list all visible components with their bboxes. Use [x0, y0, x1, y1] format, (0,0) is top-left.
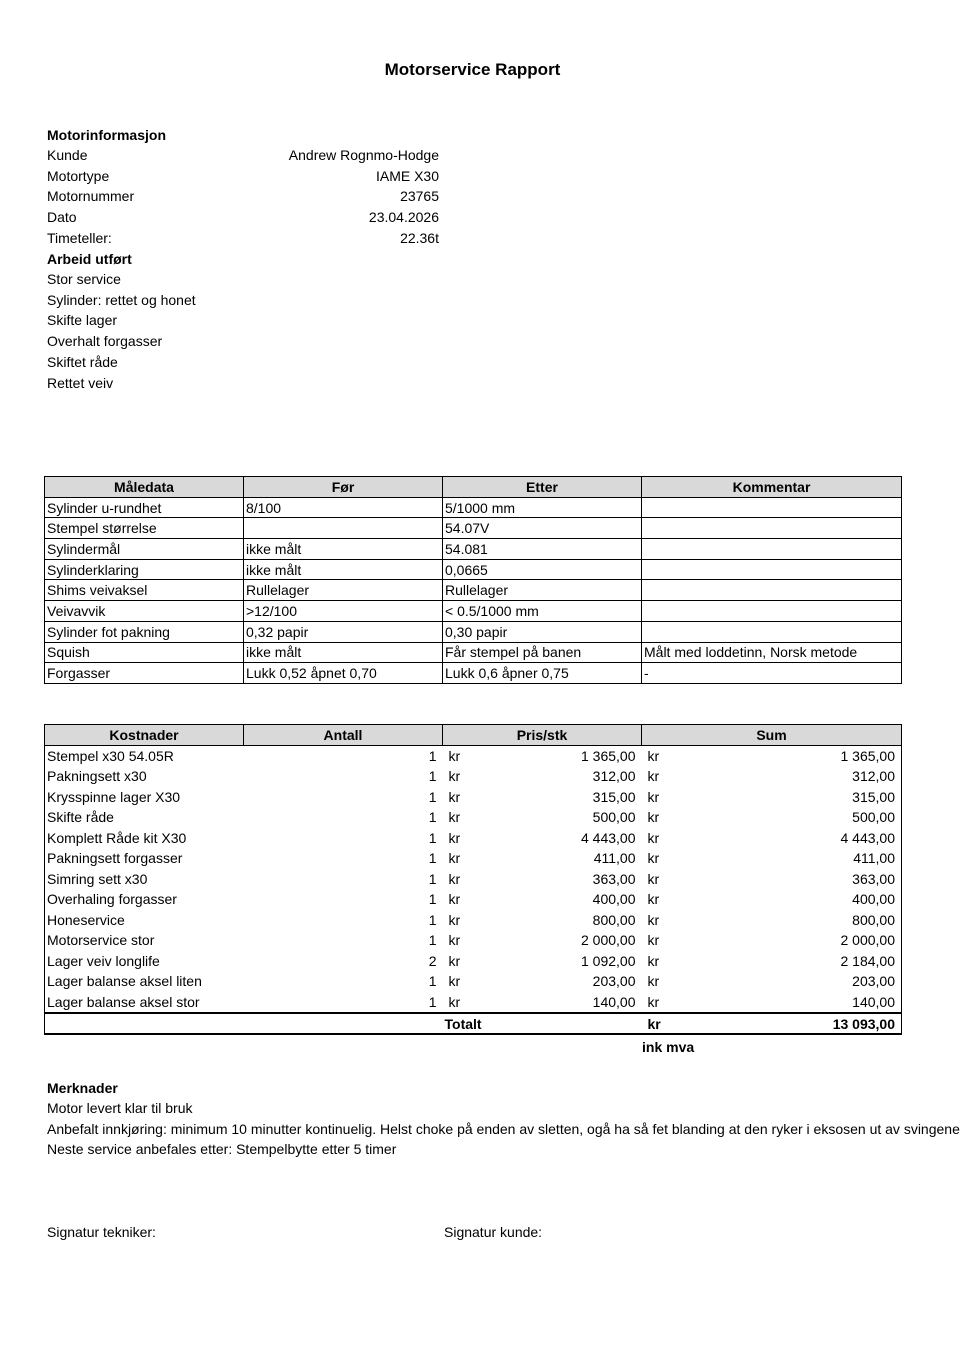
cost-quantity: 1 — [428, 850, 437, 867]
cost-price-currency: kr — [448, 891, 461, 908]
cost-sum-currency: kr — [647, 870, 660, 887]
cost-quantity: 1 — [428, 911, 437, 928]
measurement-cell: 54.081 — [443, 539, 642, 560]
technician-signature-label: Signatur tekniker: — [47, 1224, 156, 1240]
total-value: 13 093,00 — [682, 1013, 902, 1034]
cost-row — [45, 951, 902, 972]
measurement-header: Måledata — [45, 477, 244, 498]
measurement-cell — [244, 518, 443, 539]
measurement-cell: >12/100 — [244, 601, 443, 622]
cost-quantity: 1 — [428, 768, 437, 785]
cost-row — [45, 787, 902, 808]
motor-info-label: Timeteller: — [47, 229, 112, 246]
measurement-row — [45, 559, 902, 580]
measurement-cell — [642, 539, 902, 560]
work-item: Sylinder: rettet og honet — [47, 291, 196, 308]
measurement-cell: Rullelager — [244, 580, 443, 601]
cost-sum: 4 443,00 — [682, 828, 902, 849]
measurement-cell — [642, 497, 902, 518]
cost-quantity: 1 — [428, 829, 437, 846]
measurement-cell: 8/100 — [244, 497, 443, 518]
measurement-cell — [642, 518, 902, 539]
measurement-row — [45, 497, 902, 518]
work-item: Overhalt forgasser — [47, 333, 163, 350]
cost-sum-currency: kr — [647, 788, 660, 805]
cost-price-currency: kr — [448, 932, 461, 949]
cost-item: Overhaling forgasser — [45, 889, 244, 910]
cost-row — [45, 766, 902, 787]
work-item: Skifte lager — [47, 312, 118, 329]
cost-item: Stempel x30 54.05R — [45, 745, 244, 766]
cost-price: 315,00 — [592, 788, 636, 805]
measurement-header-row — [45, 477, 902, 498]
cost-header: Pris/stk — [443, 725, 642, 746]
vat-note: ink mva — [642, 1039, 695, 1055]
measurement-header: Kommentar — [642, 477, 902, 498]
measurement-cell: Stempel størrelse — [45, 518, 244, 539]
motor-info-value: Andrew Rognmo-Hodge — [288, 147, 439, 163]
measurement-cell: 5/1000 mm — [443, 497, 642, 518]
cost-sum-currency: kr — [647, 768, 660, 785]
cost-price-currency: kr — [448, 911, 461, 928]
cost-item: Lager balanse aksel liten — [45, 971, 244, 992]
cost-price: 140,00 — [592, 993, 636, 1010]
cost-row — [45, 828, 902, 849]
cost-sum: 800,00 — [682, 910, 902, 931]
notes-heading: Merknader — [47, 1080, 118, 1096]
cost-price-currency: kr — [448, 788, 461, 805]
total-row — [45, 1013, 902, 1034]
cost-sum-currency: kr — [647, 809, 660, 826]
cost-row — [45, 807, 902, 828]
measurement-cell: 0,32 papir — [244, 621, 443, 642]
cost-price: 1 365,00 — [581, 747, 636, 764]
cost-sum: 400,00 — [682, 889, 902, 910]
measurement-row — [45, 580, 902, 601]
measurement-cell: Veivavvik — [45, 601, 244, 622]
motor-info-value: 23765 — [400, 188, 439, 205]
cost-item: Pakningsett forgasser — [45, 848, 244, 869]
cost-price: 411,00 — [593, 850, 636, 867]
measurement-cell: 0,0665 — [443, 559, 642, 580]
cost-sum: 363,00 — [682, 869, 902, 890]
cost-price: 1 092,00 — [581, 952, 636, 969]
motor-info-value: 22.36t — [400, 229, 439, 246]
motor-info-label: Dato — [47, 209, 77, 226]
measurement-cell: Forgasser — [45, 663, 244, 684]
measurement-cell: 54.07V — [443, 518, 642, 539]
cost-price: 500,00 — [592, 809, 636, 826]
cost-price-currency: kr — [448, 809, 461, 826]
cost-row — [45, 889, 902, 910]
measurement-cell: Sylinder fot pakning — [45, 621, 244, 642]
cost-row — [45, 930, 902, 951]
motor-info-row — [47, 147, 439, 167]
cost-header-row — [45, 725, 902, 746]
cost-quantity: 2 — [428, 952, 437, 969]
cost-quantity: 1 — [428, 891, 437, 908]
cost-quantity: 1 — [428, 993, 437, 1010]
cost-price: 312,00 — [592, 768, 636, 785]
measurement-cell — [642, 621, 902, 642]
measurement-cell: Lukk 0,52 åpnet 0,70 — [244, 663, 443, 684]
cost-price-currency: kr — [448, 993, 461, 1010]
cost-item: Honeservice — [45, 910, 244, 931]
cost-quantity: 1 — [428, 788, 437, 805]
measurement-row — [45, 518, 902, 539]
motor-info-row — [47, 230, 439, 250]
cost-price: 4 443,00 — [581, 829, 636, 846]
measurement-cell: Lukk 0,6 åpner 0,75 — [443, 663, 642, 684]
measurement-cell — [642, 601, 902, 622]
cost-sum: 315,00 — [682, 787, 902, 808]
cost-item: Simring sett x30 — [45, 869, 244, 890]
cost-item: Skifte råde — [45, 807, 244, 828]
measurement-row — [45, 663, 902, 684]
cost-header: Sum — [642, 725, 902, 746]
cost-item: Komplett Råde kit X30 — [45, 828, 244, 849]
total-label: Totalt — [443, 1013, 642, 1034]
cost-price: 203,00 — [592, 973, 636, 990]
motor-info-label: Kunde — [47, 147, 88, 163]
measurement-cell: Får stempel på banen — [443, 642, 642, 663]
measurement-cell: Rullelager — [443, 580, 642, 601]
cost-sum: 411,00 — [682, 848, 902, 869]
cost-price: 400,00 — [592, 891, 636, 908]
motor-info-heading: Motorinformasjon — [47, 127, 166, 143]
cost-row — [45, 869, 902, 890]
measurement-row — [45, 621, 902, 642]
measurement-cell: Målt med loddetinn, Norsk metode — [642, 642, 902, 663]
cost-item: Lager veiv longlife — [45, 951, 244, 972]
cost-price: 363,00 — [592, 870, 636, 887]
cost-quantity: 1 — [428, 809, 437, 826]
cost-sum: 140,00 — [682, 992, 902, 1014]
cost-sum-currency: kr — [647, 747, 660, 764]
measurement-cell: Squish — [45, 642, 244, 663]
cost-row — [45, 992, 902, 1014]
report-title: Motorservice Rapport — [384, 60, 561, 79]
cost-header: Antall — [244, 725, 443, 746]
measurement-row — [45, 642, 902, 663]
measurement-cell: Shims veivaksel — [45, 580, 244, 601]
work-item: Stor service — [47, 271, 121, 287]
note-line: Motor levert klar til bruk — [47, 1100, 193, 1116]
cost-row — [45, 745, 902, 766]
cost-sum-currency: kr — [647, 952, 660, 969]
measurement-header: Før — [244, 477, 443, 498]
cost-item: Motorservice stor — [45, 930, 244, 951]
cost-row — [45, 910, 902, 931]
motor-info-row — [47, 188, 439, 208]
cost-sum-currency: kr — [647, 891, 660, 908]
cost-quantity: 1 — [428, 870, 437, 887]
cost-sum-currency: kr — [647, 973, 660, 990]
cost-quantity: 1 — [428, 932, 437, 949]
cost-price-currency: kr — [448, 973, 461, 990]
cost-header: Kostnader — [45, 725, 244, 746]
cost-item: Krysspinne lager X30 — [45, 787, 244, 808]
motor-info-value: 23.04.2026 — [368, 209, 439, 226]
measurement-cell: Sylindermål — [45, 539, 244, 560]
cost-item: Lager balanse aksel stor — [45, 992, 244, 1014]
measurement-cell — [642, 580, 902, 601]
measurement-cell: ikke målt — [244, 539, 443, 560]
cost-sum: 1 365,00 — [682, 745, 902, 766]
cost-price: 800,00 — [592, 911, 636, 928]
cost-sum: 203,00 — [682, 971, 902, 992]
measurement-cell: Sylinderklaring — [45, 559, 244, 580]
cost-price-currency: kr — [448, 829, 461, 846]
cost-sum-currency: kr — [647, 829, 660, 846]
cost-sum: 500,00 — [682, 807, 902, 828]
cost-quantity: 1 — [428, 973, 437, 990]
total-currency: kr — [642, 1013, 682, 1034]
note-line: Neste service anbefales etter: Stempelbytte etter 5 timer — [47, 1141, 397, 1158]
measurement-cell: 0,30 papir — [443, 621, 642, 642]
cost-sum-currency: kr — [647, 911, 660, 928]
measurement-row — [45, 539, 902, 560]
cost-price-currency: kr — [448, 952, 461, 969]
motor-info-value: IAME X30 — [375, 167, 439, 184]
cost-price-currency: kr — [448, 768, 461, 785]
measurement-table — [44, 476, 902, 684]
cost-quantity: 1 — [428, 747, 437, 764]
cost-price-currency: kr — [448, 850, 461, 867]
measurement-header: Etter — [443, 477, 642, 498]
cost-sum-currency: kr — [647, 850, 660, 867]
cost-item: Pakningsett x30 — [45, 766, 244, 787]
measurement-row — [45, 601, 902, 622]
customer-signature-label: Signatur kunde: — [444, 1224, 543, 1240]
cost-table — [44, 724, 902, 1035]
cost-row — [45, 971, 902, 992]
cost-sum-currency: kr — [647, 993, 660, 1010]
motor-info-label: Motornummer — [47, 188, 135, 205]
work-heading: Arbeid utført — [47, 251, 132, 267]
motor-info-row — [47, 209, 439, 229]
measurement-cell — [642, 559, 902, 580]
cost-sum: 2 184,00 — [682, 951, 902, 972]
note-line: Anbefalt innkjøring: minimum 10 minutter kontinuelig. Helst choke på enden av sletten, ogå ha så fet blanding at den ryker i eksosen ut av svingene — [47, 1120, 960, 1137]
motor-info-row — [47, 168, 439, 188]
cost-row — [45, 848, 902, 869]
work-item: Skiftet råde — [47, 353, 118, 370]
measurement-cell: Sylinder u-rundhet — [45, 497, 244, 518]
motor-info-label: Motortype — [47, 167, 110, 184]
measurement-cell: < 0.5/1000 mm — [443, 601, 642, 622]
cost-sum: 312,00 — [682, 766, 902, 787]
cost-price: 2 000,00 — [581, 932, 636, 949]
cost-sum: 2 000,00 — [682, 930, 902, 951]
measurement-cell: ikke målt — [244, 559, 443, 580]
cost-price-currency: kr — [448, 747, 461, 764]
cost-sum-currency: kr — [647, 932, 660, 949]
work-item: Rettet veiv — [47, 374, 114, 391]
measurement-cell: - — [642, 663, 902, 684]
cost-price-currency: kr — [448, 870, 461, 887]
measurement-cell: ikke målt — [244, 642, 443, 663]
